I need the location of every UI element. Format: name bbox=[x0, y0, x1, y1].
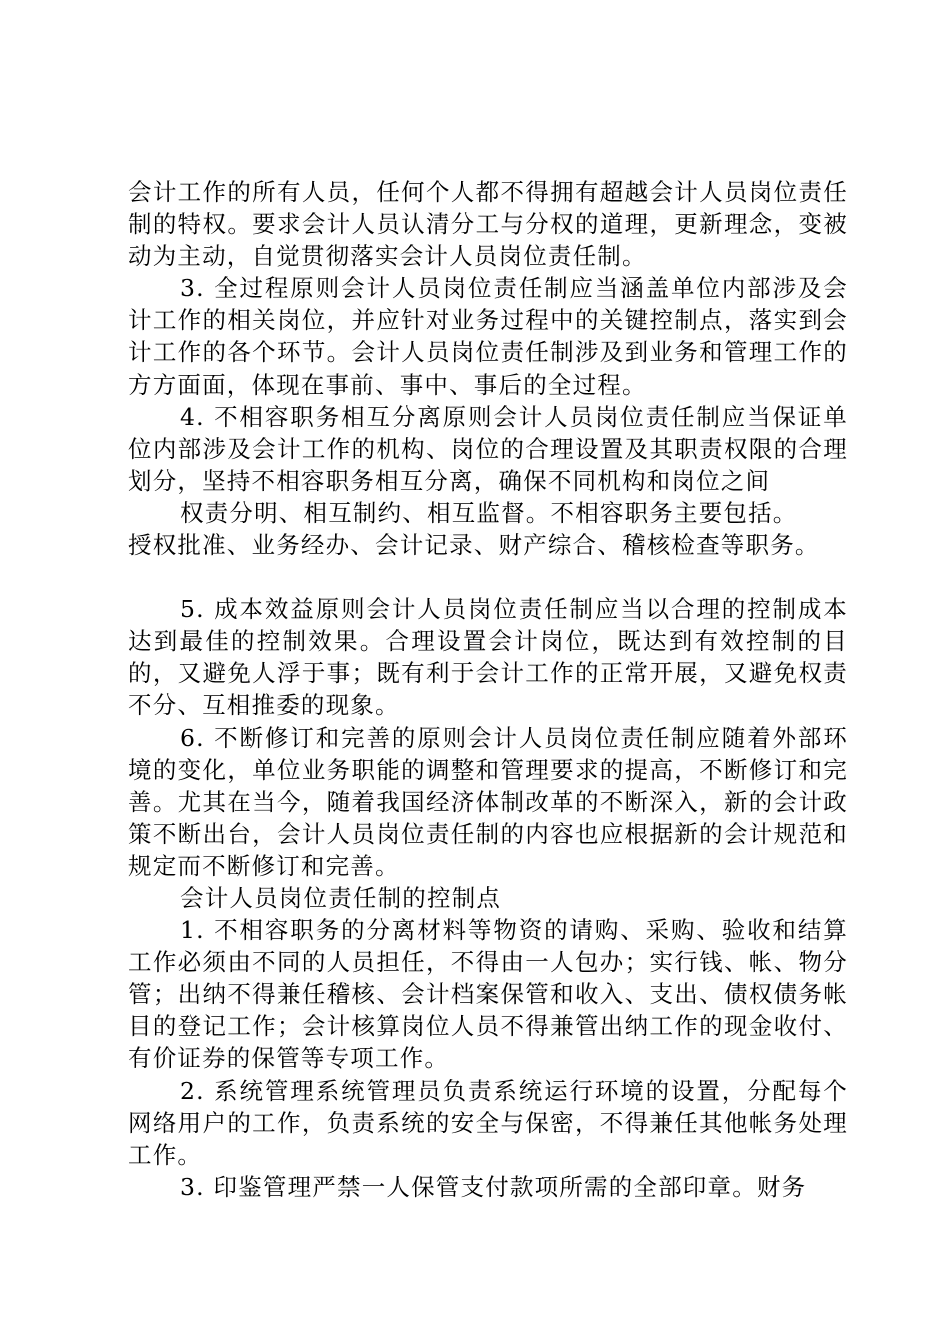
document-body bbox=[128, 176, 848, 1203]
paragraph-separation-duties: 权责分明、相互制约、相互监督。不相容职务主要包括。 bbox=[180, 498, 798, 527]
paragraph-continuation: 会计工作的所有人员，任何个人都不得拥有超越会计人员岗位责任制的特权。要求会计人员认清分工与分权的道理，更新理念，变被动为主动，自觉贯彻落实会计人员岗位责任制。 bbox=[128, 178, 848, 271]
paragraph-principle-6: 6. 不断修订和完善的原则会计人员岗位责任制应随着外部环境的变化，单位业务职能的调整和管理要求的提高，不断修订和完善。尤其在当今，随着我国经济体制改革的不断深入，新的会计政策不断出台，会计人员岗位责任制的内容也应根据新的会计规范和规定而不断修订和完善。 bbox=[128, 723, 848, 880]
paragraph-control-point-3: 3. 印鉴管理严禁一人保管支付款项所需的全部印章。财务 bbox=[180, 1172, 807, 1201]
paragraph-control-point-2: 2. 系统管理系统管理员负责系统运行环境的设置，分配每个网络用户的工作，负责系统的安全与保密，不得兼任其他帐务处理工作。 bbox=[128, 1076, 848, 1169]
paragraph-principle-3: 3. 全过程原则会计人员岗位责任制应当涵盖单位内部涉及会计工作的相关岗位，并应针对业务过程中的关键控制点，落实到会计工作的各个环节。会计人员岗位责任制涉及到业务和管理工作的方方面面，体现在事前、事中、事后的全过程。 bbox=[128, 274, 848, 399]
paragraph-principle-4: 4. 不相容职务相互分离原则会计人员岗位责任制应当保证单位内部涉及会计工作的机构、岗位的合理设置及其职责权限的合理划分，坚持不相容职务相互分离，确保不同机构和岗位之间 bbox=[128, 402, 848, 495]
paragraph-duties-list: 授权批准、业务经办、会计记录、财产综合、稽核检查等职务。 bbox=[128, 531, 820, 560]
paragraph-control-point-1: 1. 不相容职务的分离材料等物资的请购、采购、验收和结算工作必须由不同的人员担任，不得由一人包办；实行钱、帐、物分管；出纳不得兼任稽核、会计档案保管和收入、支出、债权债务帐目的登记工作；会计核算岗位人员不得兼管出纳工作的现金收付、有价证券的保管等专项工作。 bbox=[128, 916, 848, 1073]
section-heading-control-points: 会计人员岗位责任制的控制点 bbox=[180, 883, 502, 912]
paragraph-principle-5: 5. 成本效益原则会计人员岗位责任制应当以合理的控制成本达到最佳的控制效果。合理设置会计岗位，既达到有效控制的目的，又避免人浮于事；既有利于会计工作的正常开展，又避免权责不分、互相推委的现象。 bbox=[128, 595, 848, 720]
